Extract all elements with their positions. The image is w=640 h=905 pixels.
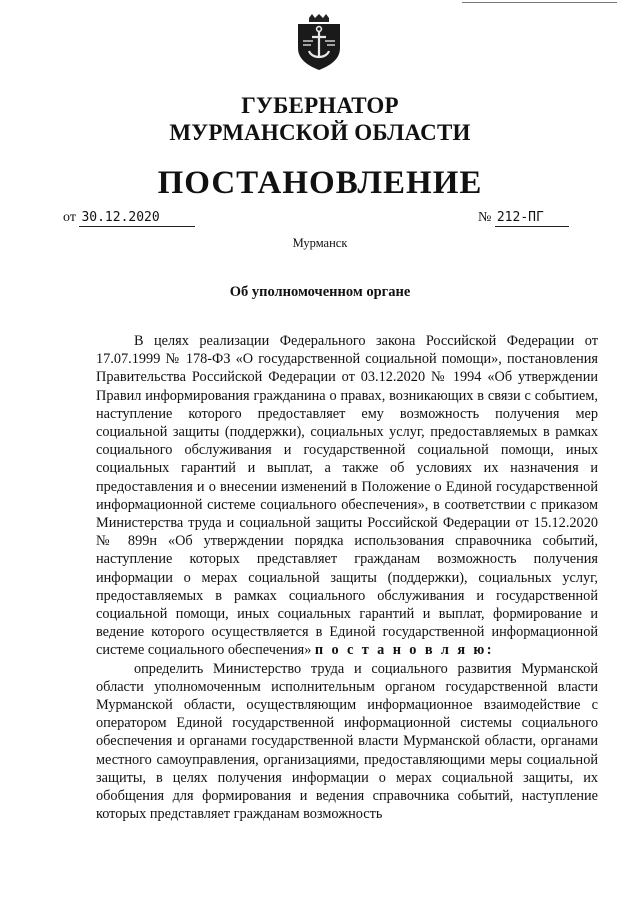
document-body	[96, 332, 598, 823]
date-prefix: от	[63, 210, 76, 225]
date-line	[63, 210, 195, 227]
number-line	[478, 210, 569, 227]
coat-of-arms-icon	[295, 14, 343, 70]
org-line-1: ГУБЕРНАТОР	[241, 93, 399, 118]
date-value: 30.12.2020	[79, 210, 195, 227]
preamble-text: В целях реализации Федерального закона Российской Федерации от 17.07.1999 № 178-ФЗ «О государственной социальной помощи», постановления Правительства Российской Федерации от 03.12.2020 № 1994 «Об утверждении Правил информирования гражданина о правах, возникающих в связи с событием, наступление которого предоставляет ему возможность получения мер социальной защиты (поддержки), социальных услуг, предоставляемых в рамках социального обслуживания и государственной социальной помощи, иных социальных гарантий и выплат, а также об условиях их назначения и предоставления и о внесении изменений в Положение о Единой государственной информационной системе социального обеспечения», в соответствии с приказом Министерства труда и социальной защиты Российской Федерации от 15.12.2020 № 899н «Об утверждении порядка использования справочника событий, наступление которых представляет гражданам возможность получения информации о мерах социальной защиты (поддержки), социальных услуг, предоставляемых в рамках социального обслуживания и государственной социальной помощи, иных социальных гарантий и выплат, формирование и ведение которого осуществляется в Единой государственной информационной системе социального обеспечения»	[96, 333, 598, 659]
org-line-2: МУРМАНСКОЙ ОБЛАСТИ	[169, 120, 471, 145]
number-value: 212-ПГ	[495, 210, 569, 227]
scan-artifact-line	[462, 2, 617, 3]
document-type: ПОСТАНОВЛЕНИЕ	[157, 165, 483, 201]
issuing-authority	[0, 92, 640, 146]
number-prefix: №	[478, 210, 492, 225]
operative-paragraph: определить Министерство труда и социального развития Мурманской области уполномоченным исполнительным органом государственной власти Мурманской области, осуществляющим информационное взаимодействие с оператором Единой государственной информационной системы социального обеспечения и органами государственной власти Мурманской области, органами местного самоуправления, организациями, предоставляющими меры социальной защиты, в целях получения информации о мерах социальной защиты, их обобщения для формирования и ведения справочника событий, наступление которых представляет гражданам возможность	[96, 660, 598, 823]
preamble-paragraph	[96, 332, 598, 660]
document-title: Об уполномоченном органе	[229, 284, 411, 300]
decree-word: п о с т а н о в л я ю:	[314, 642, 494, 659]
city: Мурманск	[292, 236, 348, 250]
